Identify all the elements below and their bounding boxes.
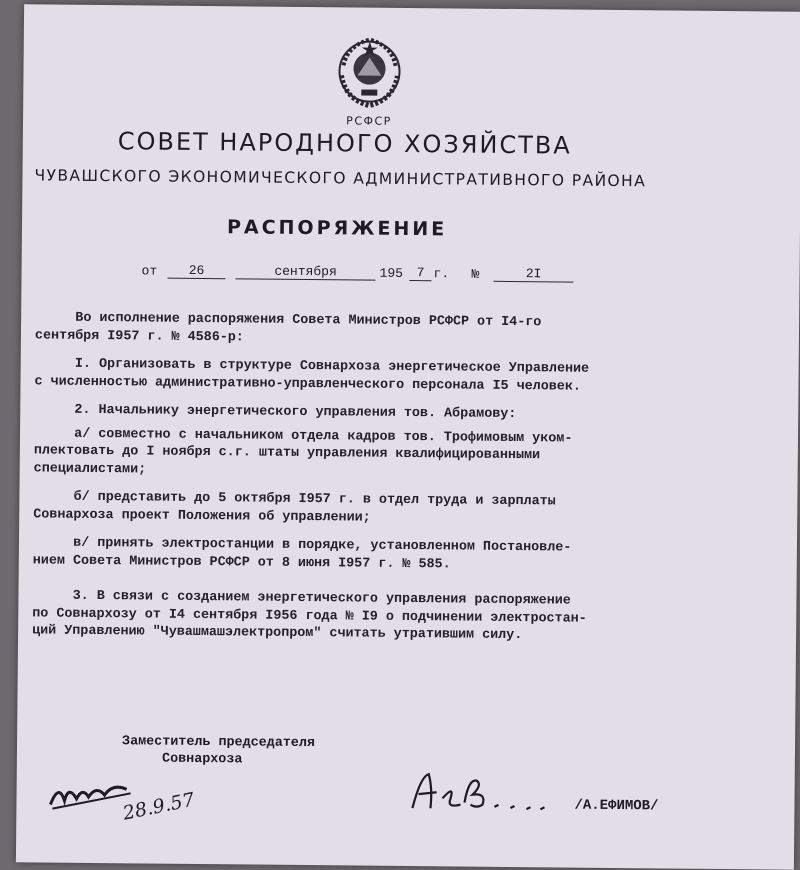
- date-year-prefix: 195: [379, 265, 404, 281]
- text-line: Во исполнение распоряжения Совета Министров РСФСР от I4-го: [35, 310, 542, 331]
- text-line: 2. Начальнику энергетического управления тов. Абрамову:: [34, 402, 517, 423]
- text-line: Совнархоза проект Положения об управлении;: [33, 506, 371, 526]
- document-type: РАСПОРЯЖЕНИЕ: [226, 216, 448, 241]
- order-body: [32, 309, 775, 658]
- text-line: нием Совета Министров РСФСР от 8 июня I957 г. № 585.: [32, 552, 451, 572]
- date-year-suffix: 7: [409, 265, 431, 281]
- date-prefix: от: [141, 263, 158, 279]
- document-number: 2I: [493, 266, 573, 283]
- text-line: сентября I957 г. № 4586-р:: [34, 327, 244, 345]
- handwritten-signature-icon: [406, 768, 576, 820]
- item-3: [32, 587, 772, 647]
- signer-name: /А.ЕФИМОВ/: [574, 797, 659, 815]
- text-line: по Совнархозу от I4 сентября I956 года № I9 о подчинении электростан-: [32, 605, 587, 627]
- text-line: I. Организовать в структуре Совнархоза энергетическое Управление: [34, 356, 590, 377]
- date-day: 26: [168, 263, 226, 280]
- item-1: [34, 355, 774, 397]
- text-line: плектовать до I ноября с.г. штаты управления квалифицированными: [33, 443, 541, 464]
- initials-and-date: [46, 775, 207, 837]
- item-2c: [33, 534, 773, 576]
- text-line: а/ совместно с начальником отдела кадров тов. Трофимовым уком-: [33, 425, 573, 447]
- preamble: [35, 309, 775, 351]
- item-2b: [33, 488, 773, 530]
- text-line: 3. В связи с созданием энергетического управления распоряжение: [32, 588, 571, 609]
- text-line: специалистами;: [33, 460, 147, 477]
- item-2a: [34, 425, 774, 485]
- dateline: [141, 257, 641, 286]
- item-2: [34, 401, 774, 426]
- text-line: ций Управлению "Чувашмашэлектропром" считать утратившим силу.: [32, 623, 523, 644]
- org-subtitle: ЧУВАШСКОГО ЭКОНОМИЧЕСКОГО АДМИНИСТРАТИВНОГО РАЙОНА: [34, 166, 647, 191]
- position-line: Заместитель председателя: [121, 734, 315, 752]
- text-line: в/ принять электростанции в порядке, установленном Постановле-: [32, 535, 572, 556]
- rsfsr-emblem-icon: [331, 35, 408, 110]
- number-label: №: [471, 266, 480, 282]
- position-line: Совнархоза: [121, 751, 243, 768]
- date-year-unit: г.: [433, 266, 450, 282]
- document-page: [16, 4, 800, 869]
- signatory-position: [122, 733, 315, 769]
- text-line: с численностью административно-управленческого персонала I5 человек.: [34, 373, 582, 395]
- text-line: б/ представить до 5 октября I957 г. в отдел труда и зарплаты: [33, 489, 556, 510]
- country-label: РСФСР: [346, 114, 392, 128]
- handwritten-date: 28.9.57: [120, 788, 197, 825]
- date-month: сентября: [236, 263, 376, 280]
- org-title: СОВЕТ НАРОДНОГО ХОЗЯЙСТВА: [117, 127, 572, 160]
